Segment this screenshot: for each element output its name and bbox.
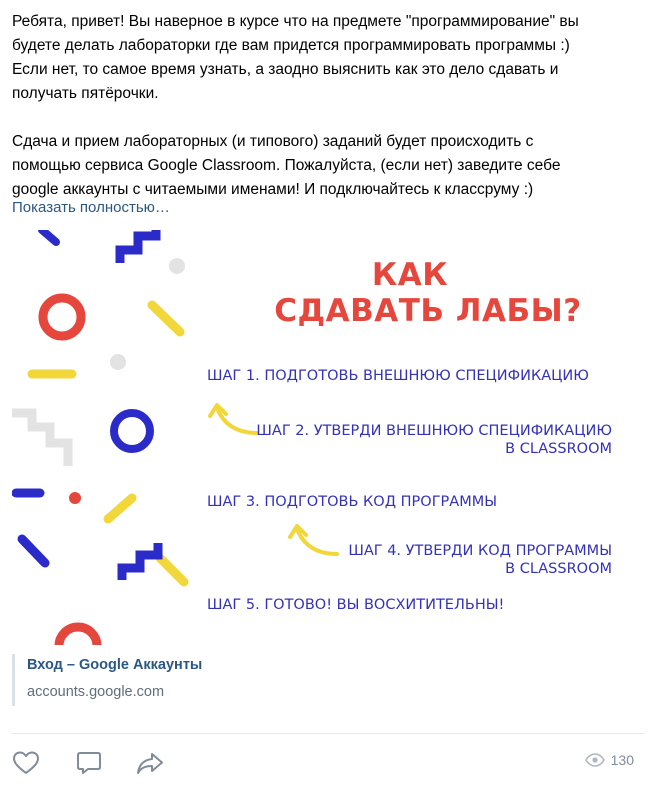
heart-icon (12, 750, 40, 776)
red-ring-shape (59, 627, 97, 645)
post-text-line: помощью сервиса Google Classroom. Пожалуйста, (если нет) заведите себе (12, 157, 561, 174)
step-4-continued: В CLASSROOM (505, 561, 612, 577)
step-3: ШАГ 3. ПОДГОТОВЬ КОД ПРОГРАММЫ (207, 494, 498, 510)
eye-icon (585, 753, 605, 767)
post-text (12, 10, 644, 202)
red-dot-shape (69, 492, 81, 504)
post-actions-bar (0, 746, 656, 780)
post-text-line: google аккаунты с читаемыми именами! И подключайтесь к классруму :) (12, 181, 534, 198)
red-ring-shape (43, 298, 81, 336)
like-button[interactable] (8, 746, 44, 780)
blue-ring-shape (114, 413, 150, 449)
yellow-stroke-shape (160, 558, 184, 582)
share-icon (135, 750, 165, 776)
views-counter (585, 752, 634, 768)
post-text-line: получать пятёрочки. (12, 85, 159, 102)
step-1: ШАГ 1. ПОДГОТОВЬ ВНЕШНЮЮ СПЕЦИФИКАЦИЮ (207, 368, 589, 384)
yellow-stroke-shape (152, 305, 180, 332)
blue-stroke-shape (22, 539, 45, 563)
step-2-continued: В CLASSROOM (505, 441, 612, 457)
gray-dot-shape (169, 258, 185, 274)
post-text-line: Сдача и прием лабораторных (и типового) заданий будет происходить с (12, 133, 534, 150)
paragraph-gap (12, 106, 644, 130)
show-more-link[interactable]: Показать полностью… (12, 199, 170, 216)
link-domain: accounts.google.com (27, 684, 165, 700)
link-snippet[interactable] (12, 654, 202, 706)
step-5: ШАГ 5. ГОТОВО! ВЫ ВОСХИТИТЕЛЬНЫ! (207, 597, 505, 613)
blue-dash-shape (42, 230, 56, 242)
actions-divider (12, 733, 644, 734)
share-button[interactable] (132, 746, 168, 780)
gray-dot-shape (110, 354, 126, 370)
post-text-line: будете делать лабораторки где вам придется программировать программы :) (12, 37, 570, 54)
image-heading-line-1: КАК (371, 257, 449, 293)
comment-button[interactable] (71, 746, 107, 780)
post-text-line: Ребята, привет! Вы наверное в курсе что на предмете "программирование" вы (12, 13, 579, 30)
post-image[interactable] (12, 230, 644, 645)
blue-zigzag-shape (120, 230, 156, 263)
step-4: ШАГ 4. УТВЕРДИ КОД ПРОГРАММЫ (348, 543, 612, 559)
comment-icon (75, 749, 103, 777)
yellow-stroke-shape (108, 498, 132, 519)
step-2: ШАГ 2. УТВЕРДИ ВНЕШНЮЮ СПЕЦИФИКАЦИЮ (256, 423, 612, 439)
gray-zigzag-shape (12, 413, 68, 466)
post-text-line: Если нет, то самое время узнать, а заодно выяснить как это дело сдавать и (12, 61, 559, 78)
views-count: 130 (610, 752, 634, 768)
image-heading-line-2: СДАВАТЬ ЛАБЫ? (274, 293, 582, 329)
blue-zigzag-shape (122, 543, 158, 580)
link-title[interactable]: Вход – Google Аккаунты (27, 657, 203, 673)
